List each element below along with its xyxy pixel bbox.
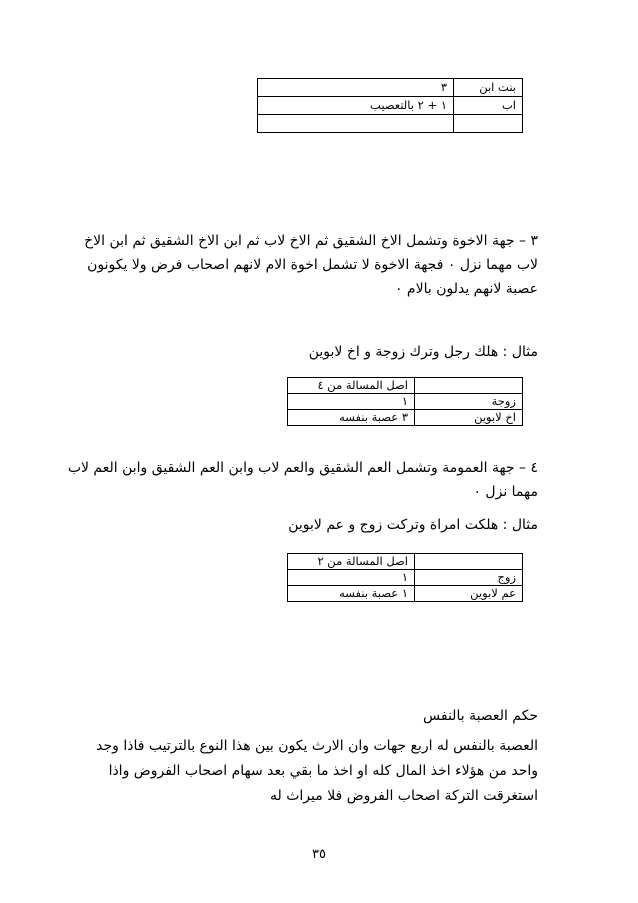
table-row bbox=[288, 554, 523, 570]
table-cell: اصل المسالة من ٤ bbox=[288, 378, 415, 394]
example1-table bbox=[287, 377, 523, 426]
example2-table bbox=[287, 553, 523, 602]
table-cell: عم لابوين bbox=[415, 586, 523, 602]
heirs-table-1 bbox=[257, 78, 523, 133]
ruling-line-3: استغرقت التركة اصحاب الفروض فلا ميراث له bbox=[270, 788, 538, 804]
table-cell: ١ + ٢ بالتعصيب bbox=[258, 97, 454, 115]
table-row bbox=[258, 97, 523, 115]
section3-line-3: عصبة لانهم يدلون بالام ٠ bbox=[394, 281, 538, 297]
table-cell: ١ bbox=[288, 394, 415, 410]
table-row bbox=[288, 378, 523, 394]
section4-line-1: ٤ – جهة العمومة وتشمل العم الشقيق والعم لاب وابن العم الشقيق وابن العم لاب bbox=[67, 460, 538, 476]
table-row bbox=[258, 115, 523, 133]
table-row bbox=[258, 79, 523, 97]
page-number: ٣٥ bbox=[312, 847, 326, 862]
table-cell: زوج bbox=[415, 570, 523, 586]
table-cell: زوجة bbox=[415, 394, 523, 410]
example1-text: مثال : هلك رجل وترك زوجة و اخ لابوين bbox=[308, 344, 538, 360]
table-cell bbox=[258, 115, 454, 133]
table-cell bbox=[454, 115, 523, 133]
table-cell bbox=[415, 554, 523, 570]
table-cell bbox=[415, 378, 523, 394]
example2-text: مثال : هلكت امراة وتركت زوج و عم لابوين bbox=[288, 517, 538, 533]
table-cell: اب bbox=[454, 97, 523, 115]
ruling-line-1: العصبة بالنفس له اربع جهات وان الارث يكون بين هذا النوع بالترتيب فاذا وجد bbox=[96, 738, 538, 754]
section3-line-2: لاب مهما نزل ٠ فجهة الاخوة لا تشمل اخوة الام لانهم اصحاب فرض ولا يكونون bbox=[87, 257, 538, 273]
table-cell: بنت ابن bbox=[454, 79, 523, 97]
table-row bbox=[288, 410, 523, 426]
table-cell: ٣ bbox=[258, 79, 454, 97]
table-cell: اخ لابوين bbox=[415, 410, 523, 426]
table-cell: ١ bbox=[288, 570, 415, 586]
table-cell: اصل المسالة من ٢ bbox=[288, 554, 415, 570]
section4-line-2: مهما نزل ٠ bbox=[473, 484, 538, 500]
table-row bbox=[288, 570, 523, 586]
ruling-heading: حكم العصبة بالنفس bbox=[423, 708, 538, 724]
table-row bbox=[288, 394, 523, 410]
table-cell: ١ عصبة بنفسه bbox=[288, 586, 415, 602]
table-cell: ٣ عصبة بنفسه bbox=[288, 410, 415, 426]
section3-line-1: ٣ – جهة الاخوة وتشمل الاخ الشقيق ثم الاخ لاب ثم ابن الاخ الشقيق ثم ابن الاخ bbox=[84, 233, 538, 249]
table-row bbox=[288, 586, 523, 602]
ruling-line-2: واحد من هؤلاء اخذ المال كله او اخذ ما بقي بعد سهام اصحاب الفروض واذا bbox=[108, 763, 538, 779]
